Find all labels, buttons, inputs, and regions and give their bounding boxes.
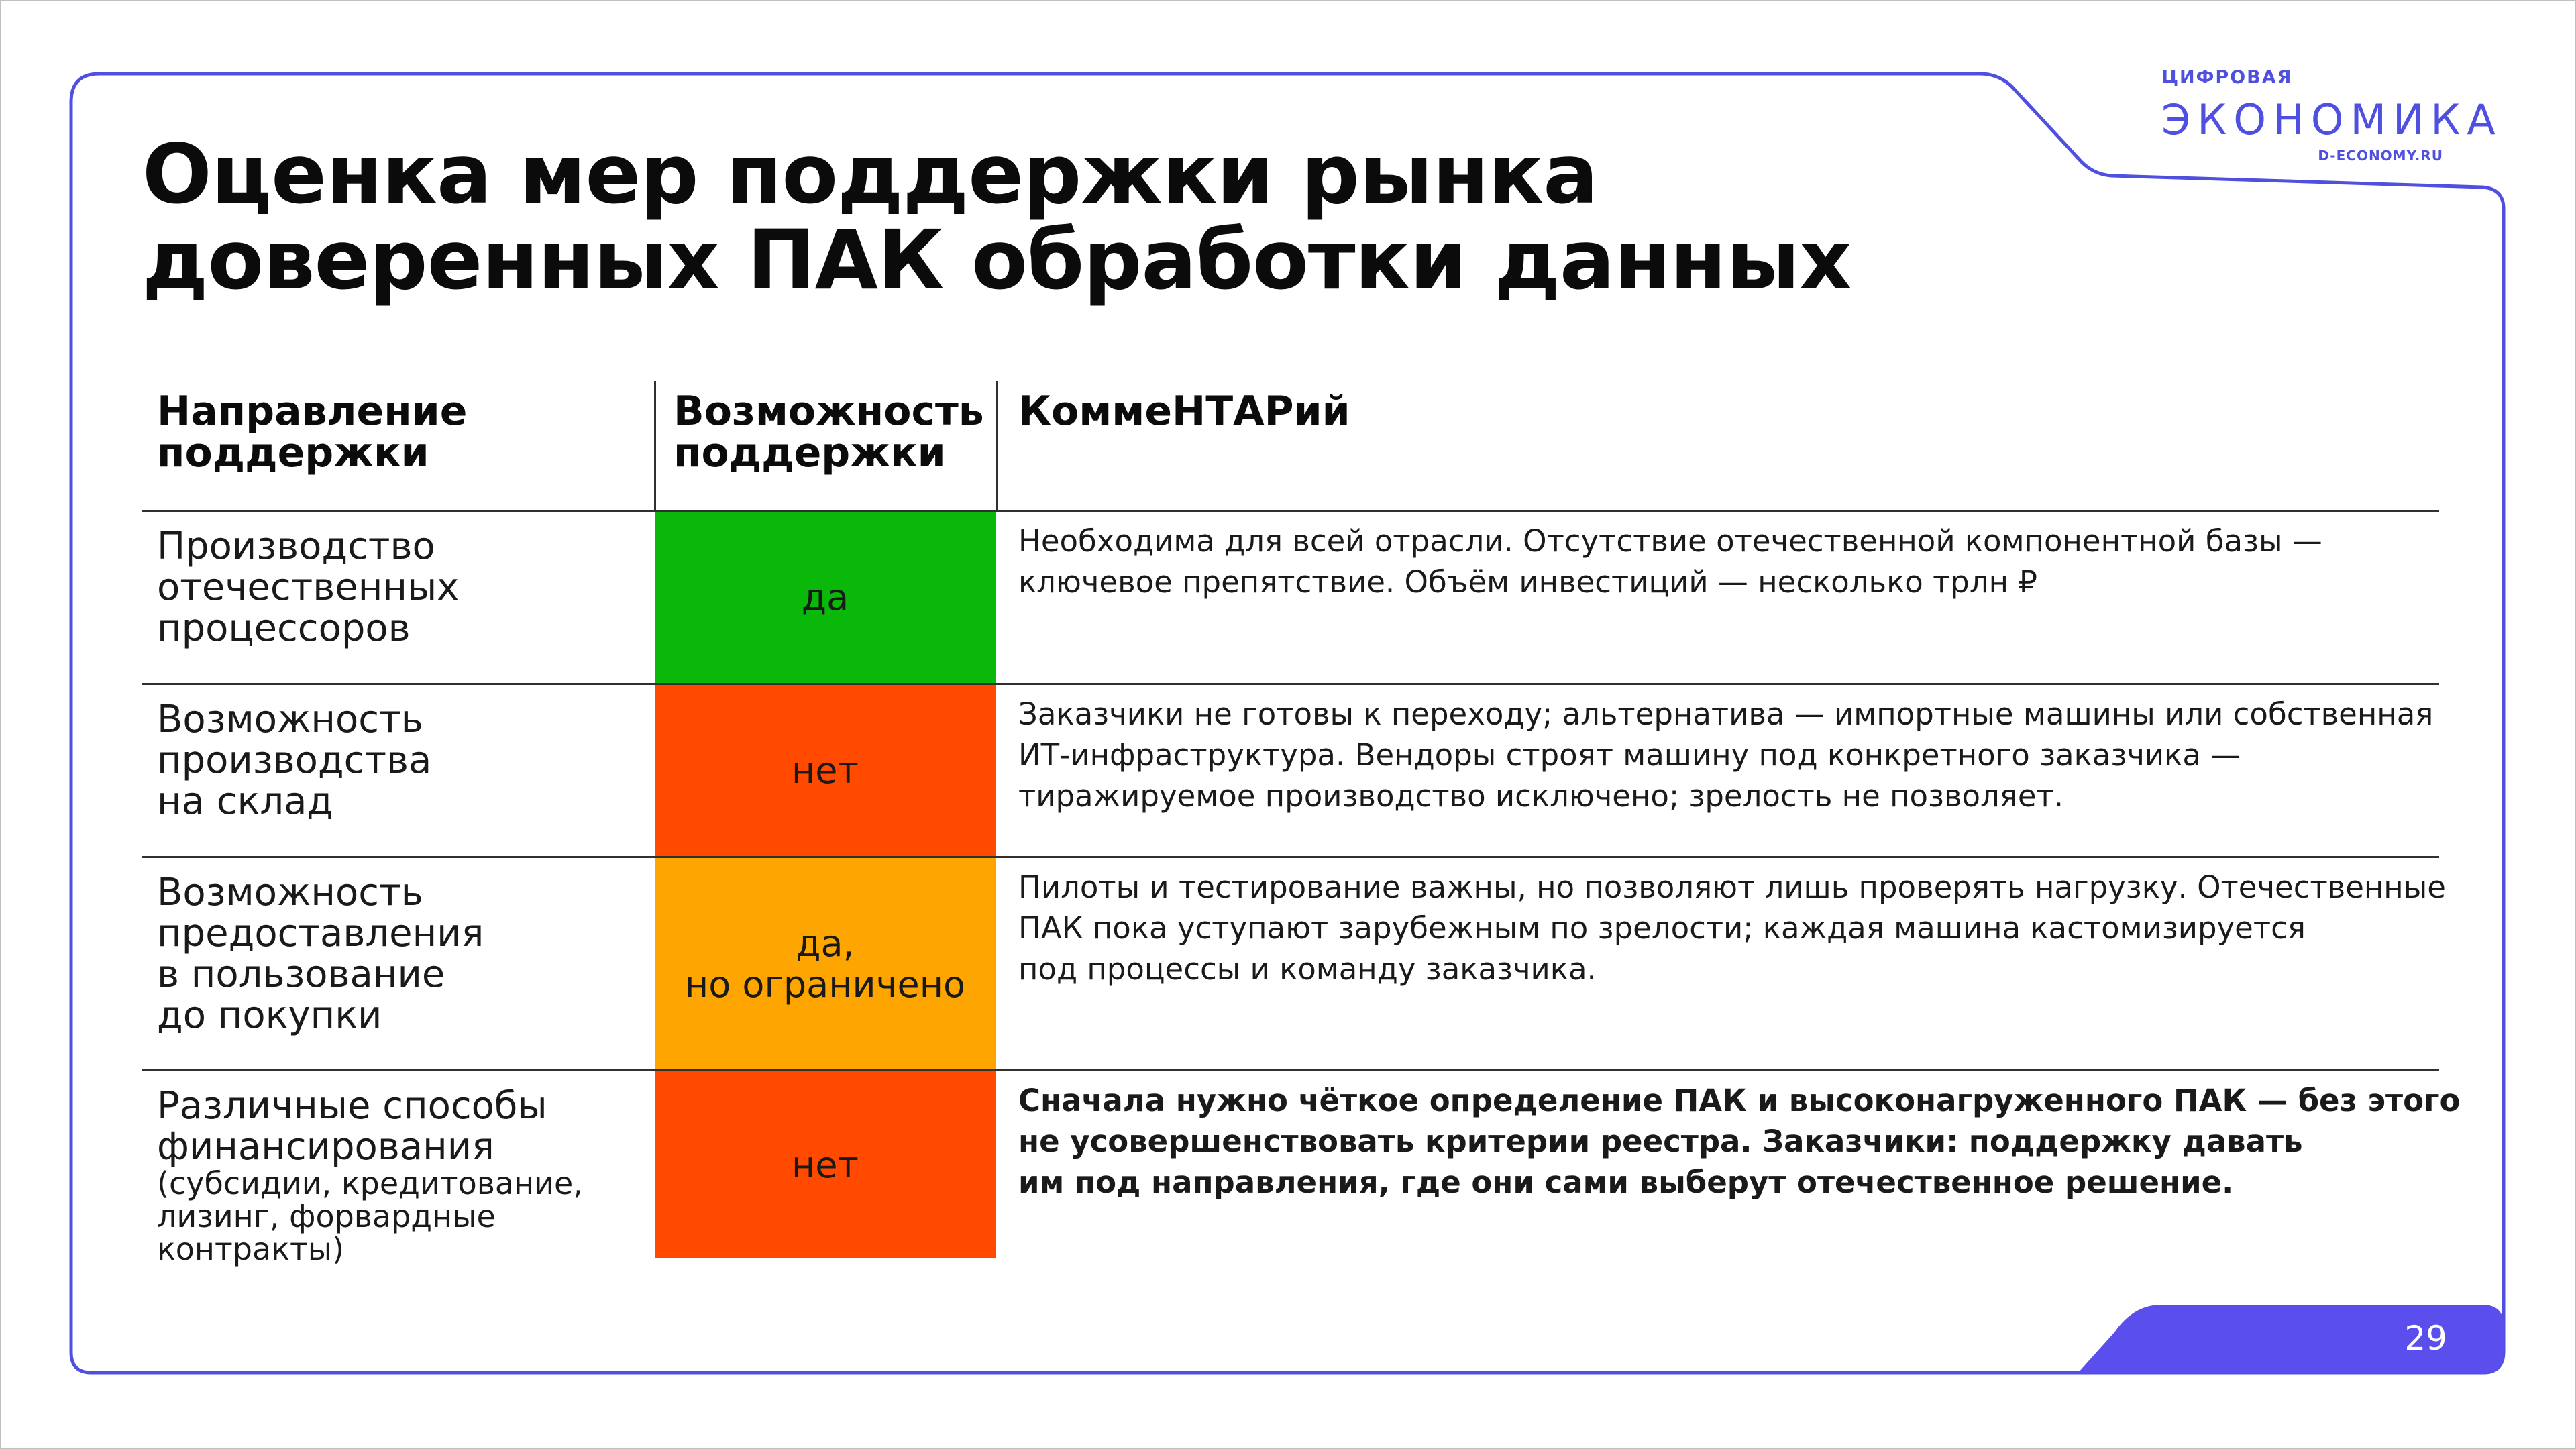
row-direction-note-line: (субсидии, кредитование, [157,1165,583,1201]
header-direction-line: Направление [157,388,468,435]
row-possibility-cell [655,1071,996,1258]
row-direction-line: финансирования [157,1125,494,1169]
table-row [142,683,2439,856]
row-direction-cell [157,526,640,649]
row-possibility-label: да [801,576,849,619]
row-comment-line: Пилоты и тестирование важны, но позволяют лишь проверять нагрузку. Отечественные [1018,869,2446,905]
header-direction-line: поддержки [157,429,429,476]
row-direction-line: процессоров [157,606,411,650]
row-separator [142,856,2439,858]
table-row [142,1069,2461,1267]
row-direction-line: Различные способы [157,1084,547,1128]
brand-main-label: ЭКОНОМИКА [2161,95,2502,144]
row-separator [142,510,2439,512]
row-comment-cell [1018,521,2439,602]
row-possibility-label: нет [792,749,859,792]
header-comment-line: КоммеНТАРий [1018,388,1350,435]
page-title [142,127,2021,308]
row-possibility-cell [655,858,996,1069]
page-number: 29 [2404,1319,2447,1358]
row-comment-line: Сначала нужно чёткое определение ПАК и высоконагруженного ПАК — без этого [1018,1083,2461,1118]
row-direction-line: на склад [157,780,333,823]
row-comment-line: тиражируемое производство исключено; зрелость не позволяет. [1018,778,2064,814]
row-direction-line: Возможность [157,871,423,914]
row-possibility-cell [655,685,996,856]
row-comment-line: под процессы и команду заказчика. [1018,951,1597,987]
header-direction [157,390,467,474]
header-possibility-line: поддержки [674,429,946,476]
row-comment-line: Необходима для всей отрасли. Отсутствие отечественной компонентной базы — [1018,523,2322,559]
table-row [142,510,2439,683]
row-direction-line: отечественных [157,566,460,609]
brand-top-label: ЦИФРОВАЯ [2161,67,2293,88]
row-possibility-cell [655,512,996,683]
column-divider-2 [996,381,998,511]
row-direction-line: производства [157,739,432,782]
row-comment-line: Заказчики не готовы к переходу; альтернатива — импортные машины или собственная [1018,696,2434,732]
row-direction-line: предоставления [157,912,484,955]
row-direction-cell [157,1085,640,1266]
brand-site-label: D-ECONOMY.RU [2318,148,2443,164]
row-direction-line: в пользование [157,953,445,996]
row-direction-line: Производство [157,525,435,568]
row-comment-cell [1018,1080,2461,1203]
row-direction-cell [157,872,640,1036]
row-direction-note-line: контракты) [157,1231,345,1267]
row-separator [142,683,2439,685]
row-comment-cell [1018,867,2446,989]
row-direction-line: Возможность [157,698,423,741]
row-comment-cell [1018,694,2439,816]
row-comment-line: ключевое препятствие. Объём инвестиций — несколько трлн ₽ [1018,564,2037,600]
row-comment-line: им под направления, где они сами выберут отечественное решение. [1018,1165,2234,1200]
row-direction-note-line: лизинг, форвардные [157,1198,496,1234]
header-possibility [674,390,984,474]
row-direction-cell [157,699,640,822]
row-comment-line: не усовершенствовать критерии реестра. Заказчики: поддержку давать [1018,1124,2303,1159]
row-separator [142,1069,2439,1071]
page-title-line-1: Оценка мер поддержки рынка [142,127,1598,222]
header-possibility-line: Возможность [674,388,984,435]
row-possibility-label: да, [796,922,855,965]
row-direction-line: до покупки [157,994,382,1037]
column-divider-1 [654,381,656,511]
row-possibility-label: нет [792,1144,859,1186]
row-comment-line: ИТ-инфраструктура. Вендоры строят машину под конкретного заказчика — [1018,737,2241,773]
page-title-line-2: доверенных ПАК обработки данных [142,213,1851,308]
row-comment-line: ПАК пока уступают зарубежным по зрелости; каждая машина кастомизируется [1018,910,2306,946]
header-comment [1018,388,1350,435]
row-possibility-label: но ограничено [684,963,966,1006]
table-row [142,856,2446,1069]
